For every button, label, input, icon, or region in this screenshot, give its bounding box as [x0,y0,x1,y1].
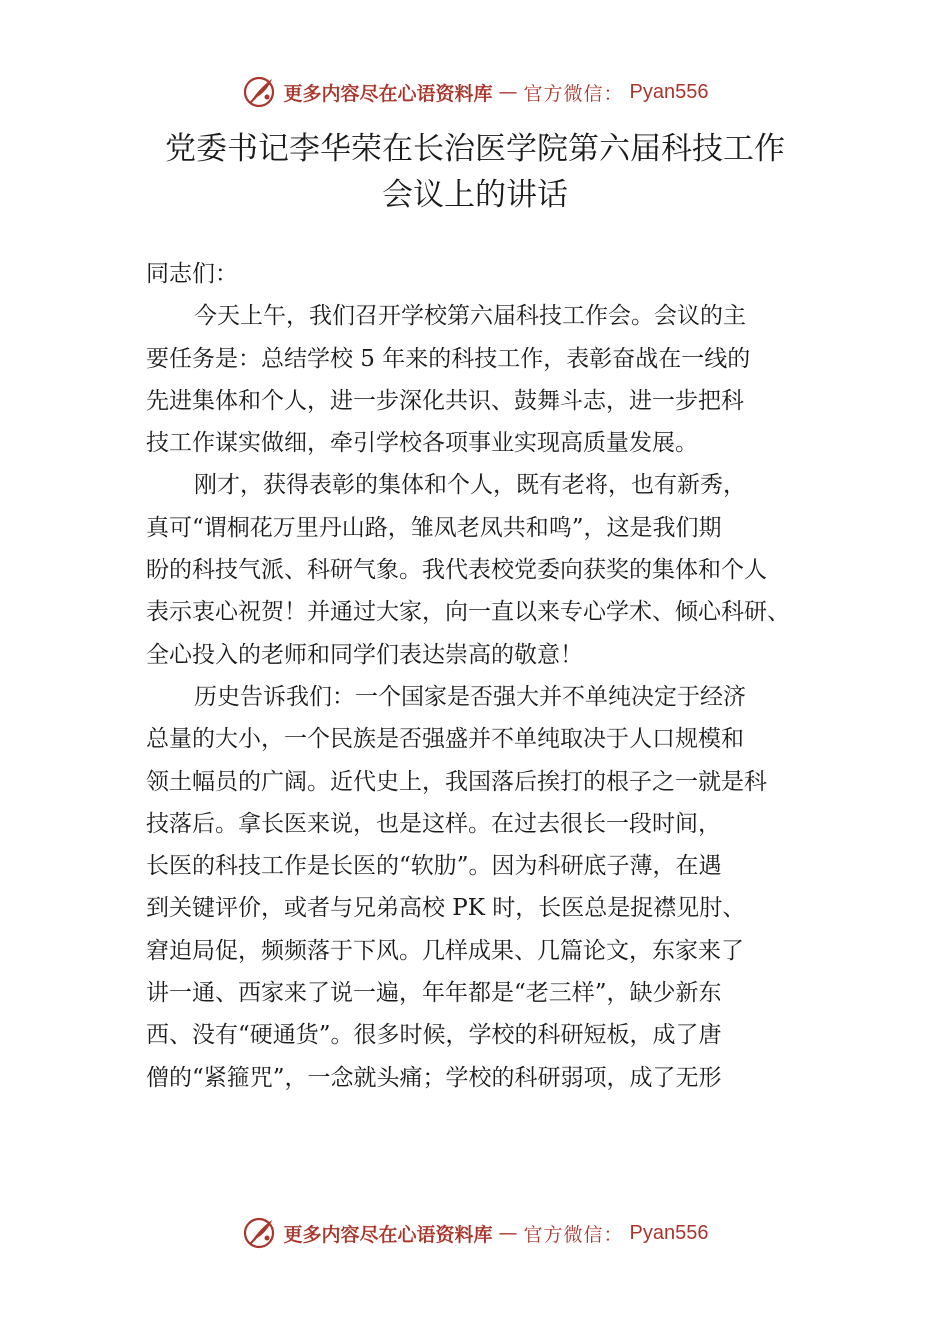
quill-logo-icon [242,74,278,110]
paragraph-line: 全心投入的老师和同学们表达崇高的敬意！ [146,641,583,668]
paragraph-line: 表示衷心祝贺！并通过大家，向一直以来专心学术、倾心科研、 [146,599,790,626]
paragraph-line: 技落后。拿长医来说，也是这样。在过去很长一段时间， [146,810,721,837]
paragraph-line: 今天上午，我们召开学校第六届科技工作会。会议的主 [194,303,746,330]
salutation: 同志们： [146,261,238,287]
title-line: 会议上的讲话 [382,177,568,213]
paragraph-line: 长医的科技工作是长医的“软肋”。因为科研底子薄，在遇 [146,853,722,880]
title-line: 党委书记李华荣在长治医学院第六届科技工作 [165,131,785,167]
paragraph-line: 西、没有“硬通货”。很多时候，学校的科研短板，成了唐 [146,1022,722,1049]
banner-account: Pyan556 [629,80,709,103]
paragraph-line: 领土幅员的广阔。近代史上，我国落后挨打的根子之一就是科 [146,768,767,795]
header-banner [0,70,950,114]
paragraph [146,676,846,1099]
document-body [146,253,846,1099]
paragraph-line: 技工作谋实做细，牵引学校各项事业实现高质量发展。 [146,430,698,457]
banner-separator: — [498,1222,518,1244]
paragraph-line: 到关键评价，或者与兄弟高校 PK 时，长医总是捉襟见肘、 [146,895,746,922]
banner-wechat-label: 官方微信： [523,1223,624,1246]
paragraph-line: 先进集体和个人，进一步深化共识、鼓舞斗志，进一步把科 [146,387,744,414]
banner-account: Pyan556 [629,1221,709,1244]
document-title [0,126,950,218]
paragraph [146,295,846,464]
paragraph-line: 僧的“紧箍咒”，一念就头痛；学校的科研弱项，成了无形 [146,1064,722,1091]
paragraph-line: 盼的科技气派、科研气象。我代表校党委向获奖的集体和个人 [146,557,767,584]
paragraph-line: 要任务是：总结学校 5 年来的科技工作，表彰奋战在一线的 [146,345,751,372]
banner-brand: 更多内容尽在心语资料库 [283,1223,493,1246]
paragraph-line: 历史告诉我们：一个国家是否强大并不单纯决定于经济 [194,683,746,710]
banner-wechat-label: 官方微信： [523,82,624,105]
banner-brand: 更多内容尽在心语资料库 [283,82,493,105]
paragraph-line: 刚才，获得表彰的集体和个人，既有老将，也有新秀， [194,472,746,499]
footer-banner [0,1211,950,1255]
banner-separator: — [498,81,518,103]
paragraph-line: 讲一通、西家来了说一遍，年年都是“老三样”，缺少新东 [146,980,722,1007]
paragraph-line: 总量的大小，一个民族是否强盛并不单纯取决于人口规模和 [146,726,744,753]
paragraph [146,464,846,675]
paragraph-line: 真可“谓桐花万里丹山路，雏凤老凤共和鸣”，这是我们期 [146,514,722,541]
quill-logo-icon [242,1215,278,1251]
paragraph-line: 窘迫局促，频频落于下风。几样成果、几篇论文，东家来了 [146,937,744,964]
